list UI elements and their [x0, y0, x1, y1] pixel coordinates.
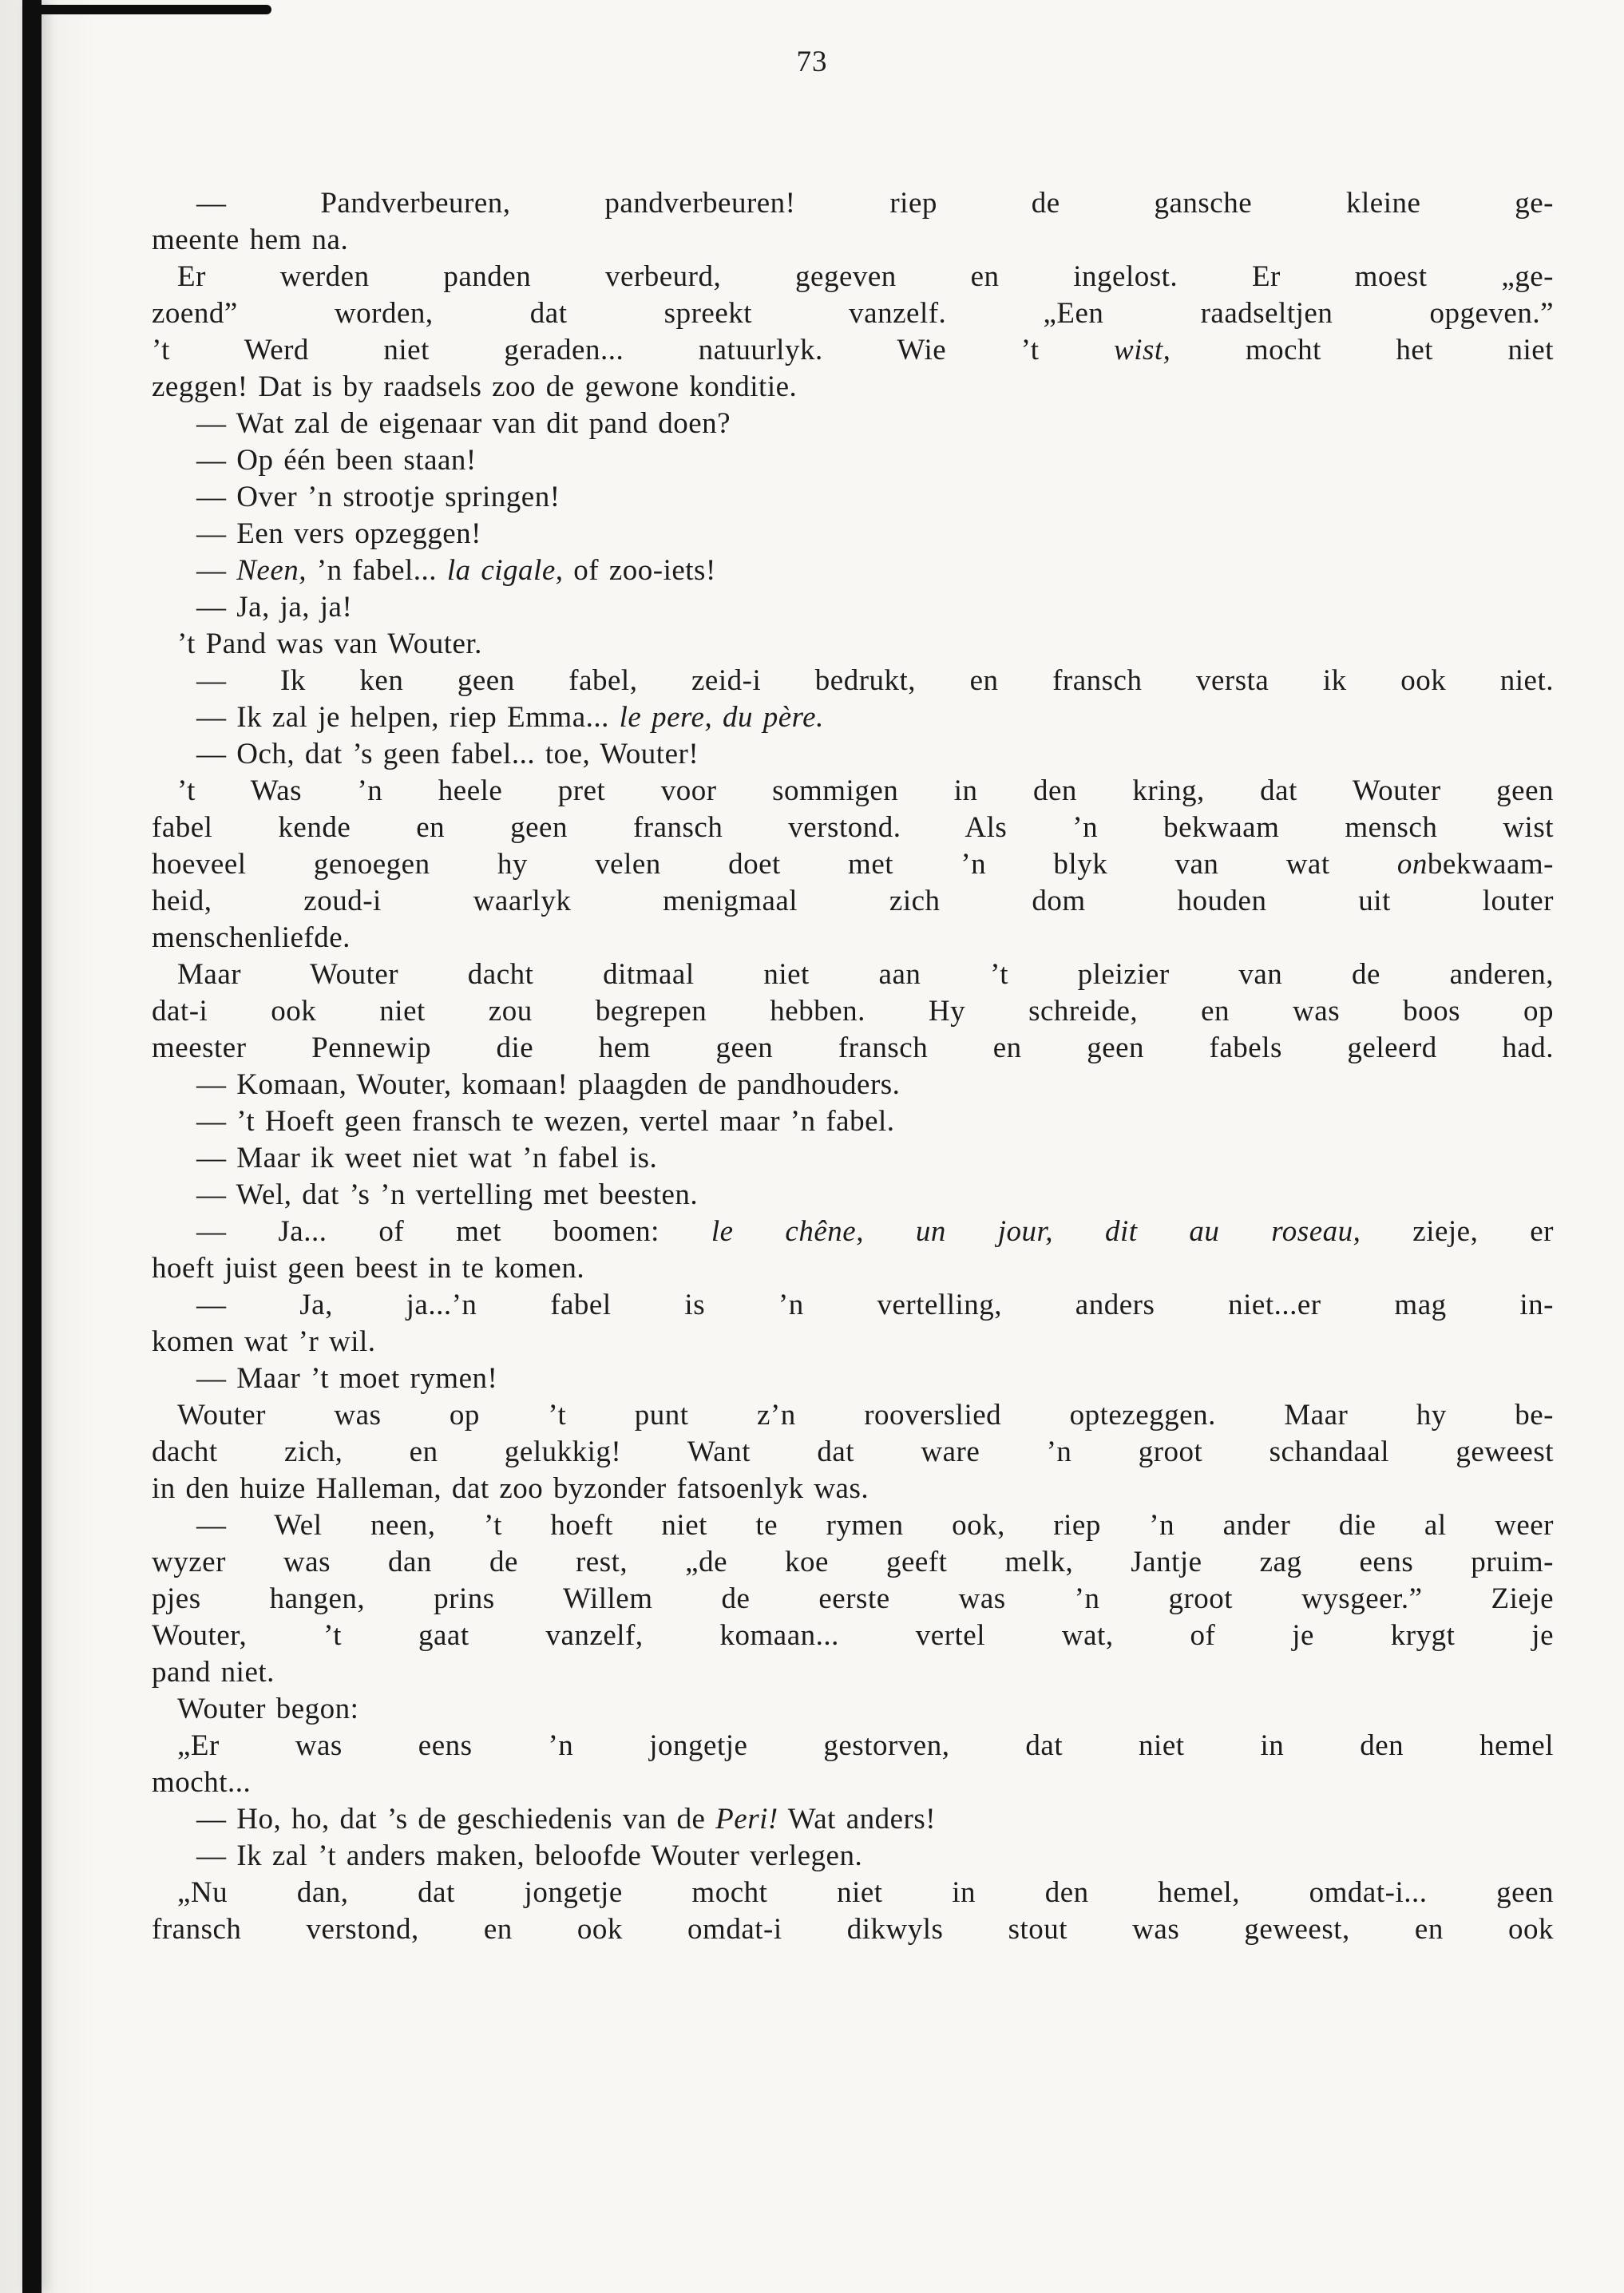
- text-segment: ’t Werd niet geraden... natuurlyk. Wie ’t: [152, 334, 1115, 366]
- text-line: [152, 1764, 1554, 1801]
- text-segment: — Ja, ja...’n fabel is ’n vertelling, anders niet...er mag in-: [196, 1289, 1554, 1321]
- text-segment: pjes hangen, prins Willem de eerste was ’n groot wysgeer.” Zieje: [152, 1582, 1554, 1615]
- paragraph: [152, 589, 1554, 626]
- text-segment: wyzer was dan de rest, „de koe geeft melk, Jantje zag eens pruim-: [152, 1546, 1554, 1578]
- text-line: [152, 1030, 1554, 1067]
- text-segment: hoeft juist geen beest in te komen.: [152, 1252, 585, 1285]
- text-line: [152, 406, 1554, 442]
- text-segment: fransch verstond, en ook omdat-i dikwyls stout was geweest, en ook: [152, 1913, 1554, 1946]
- text-line: [152, 295, 1554, 332]
- text-segment: meente hem na.: [152, 224, 349, 256]
- text-segment: — Och, dat ’s geen fabel... toe, Wouter!: [196, 738, 699, 770]
- paragraph: [152, 956, 1554, 1067]
- text-segment: komen wat ’r wil.: [152, 1325, 376, 1358]
- text-segment: — Op één been staan!: [196, 444, 477, 477]
- scan-edge-top-artifact: [22, 5, 271, 14]
- text-segment: — Wel neen, ’t hoeft niet te rymen ook, riep ’n ander die al weer: [196, 1509, 1554, 1542]
- text-segment: — Ik zal ’t anders maken, beloofde Wouter verlegen.: [196, 1840, 863, 1872]
- paragraph: [152, 1691, 1554, 1728]
- text-line: [152, 810, 1554, 846]
- text-segment: — Maar ’t moet rymen!: [196, 1362, 498, 1395]
- italic-text-segment: le chêne, un jour, dit au roseau,: [711, 1215, 1361, 1248]
- text-line: [152, 185, 1554, 222]
- scan-edge-left-artifact: [22, 0, 42, 2293]
- text-segment: Wouter begon:: [177, 1693, 359, 1725]
- text-line: [152, 1214, 1554, 1250]
- text-line: [152, 736, 1554, 773]
- text-line: [152, 1581, 1554, 1618]
- text-segment: Wouter was op ’t punt z’n rooverslied optezeggen. Maar hy be-: [177, 1399, 1554, 1432]
- text-segment: —: [196, 554, 237, 587]
- text-line: [152, 442, 1554, 479]
- text-segment: — Ja... of met boomen:: [196, 1215, 711, 1248]
- text-segment: menschenliefde.: [152, 921, 351, 954]
- text-segment: meester Pennewip die hem geen fransch en geen fabels geleerd had.: [152, 1032, 1554, 1064]
- text-segment: ’n fabel...: [307, 554, 447, 587]
- paragraph: [152, 185, 1554, 259]
- text-segment: hoeveel genoegen hy velen doet met ’n blyk van wat: [152, 848, 1397, 881]
- paragraph: [152, 259, 1554, 406]
- paragraph: [152, 1397, 1554, 1507]
- text-segment: dacht zich, en gelukkig! Want dat ware ’n groot schandaal geweest: [152, 1436, 1554, 1468]
- paragraph: [152, 773, 1554, 956]
- text-line: [152, 1067, 1554, 1103]
- text-line: [152, 589, 1554, 626]
- text-line: [152, 552, 1554, 589]
- text-line: [152, 332, 1554, 369]
- text-line: [152, 1507, 1554, 1544]
- text-line: [152, 846, 1554, 883]
- paragraph: [152, 1214, 1554, 1287]
- text-segment: — ’t Hoeft geen fransch te wezen, vertel maar ’n fabel.: [196, 1105, 895, 1138]
- paragraph: [152, 699, 1554, 736]
- text-segment: ’t Pand was van Wouter.: [177, 628, 482, 660]
- text-line: [152, 1287, 1554, 1324]
- paragraph: [152, 736, 1554, 773]
- text-segment: — Ik zal je helpen, riep Emma...: [196, 701, 620, 734]
- paragraph: [152, 1875, 1554, 1948]
- text-segment: of zoo-iets!: [563, 554, 716, 587]
- text-line: [152, 1618, 1554, 1654]
- text-segment: — Een vers opzeggen!: [196, 517, 482, 550]
- paragraph: [152, 1103, 1554, 1140]
- text-segment: bekwaam-: [1427, 848, 1554, 881]
- text-segment: — Wel, dat ’s ’n vertelling met beesten.: [196, 1178, 699, 1211]
- text-segment: fabel kende en geen fransch verstond. Als ’n bekwaam mensch wist: [152, 811, 1554, 844]
- text-segment: — Maar ik weet niet wat ’n fabel is.: [196, 1142, 658, 1174]
- text-line: [152, 1838, 1554, 1875]
- text-line: [152, 1250, 1554, 1287]
- text-line: [152, 1654, 1554, 1691]
- text-line: [152, 626, 1554, 663]
- paragraph: [152, 1287, 1554, 1360]
- text-line: [152, 516, 1554, 552]
- page-number: 73: [796, 46, 828, 78]
- paragraph: [152, 442, 1554, 479]
- text-segment: mocht het niet: [1170, 334, 1554, 366]
- paragraph: [152, 1838, 1554, 1875]
- paragraph: [152, 479, 1554, 516]
- text-segment: — Komaan, Wouter, komaan! plaagden de pandhouders.: [196, 1068, 901, 1101]
- text-segment: heid, zoud-i waarlyk menigmaal zich dom houden uit louter: [152, 885, 1554, 917]
- italic-text-segment: on: [1396, 848, 1428, 881]
- text-segment: — Ja, ja, ja!: [196, 591, 353, 624]
- paragraph: [152, 406, 1554, 442]
- text-line: [152, 1324, 1554, 1360]
- text-line: [152, 956, 1554, 993]
- text-line: [152, 699, 1554, 736]
- text-line: [152, 1177, 1554, 1214]
- text-segment: dat-i ook niet zou begrepen hebben. Hy schreide, en was boos op: [152, 995, 1554, 1028]
- text-line: [152, 883, 1554, 920]
- paragraph: [152, 1140, 1554, 1177]
- paragraph: [152, 1728, 1554, 1801]
- text-segment: ’t Was ’n heele pret voor sommigen in den kring, dat Wouter geen: [177, 774, 1554, 807]
- text-segment: Wouter, ’t gaat vanzelf, komaan... vertel wat, of je krygt je: [152, 1619, 1554, 1652]
- text-line: [152, 1103, 1554, 1140]
- text-line: [152, 1397, 1554, 1434]
- text-line: [152, 1471, 1554, 1507]
- text-segment: — Ik ken geen fabel, zeid-i bedrukt, en fransch versta ik ook niet.: [196, 664, 1554, 697]
- text-segment: mocht...: [152, 1766, 252, 1799]
- text-segment: „Nu dan, dat jongetje mocht niet in den hemel, omdat-i... geen: [177, 1876, 1554, 1909]
- text-line: [152, 920, 1554, 956]
- paragraph: [152, 1801, 1554, 1838]
- text-line: [152, 1801, 1554, 1838]
- italic-text-segment: le pere, du père.: [619, 701, 824, 734]
- text-segment: zeggen! Dat is by raadsels zoo de gewone konditie.: [152, 370, 798, 403]
- text-segment: — Pandverbeuren, pandverbeuren! riep de gansche kleine ge-: [196, 187, 1554, 220]
- text-line: [152, 1140, 1554, 1177]
- text-segment: „Er was eens ’n jongetje gestorven, dat niet in den hemel: [177, 1729, 1554, 1762]
- text-line: [152, 222, 1554, 259]
- text-segment: zoend” worden, dat spreekt vanzelf. „Een raadseltjen opgeven.”: [152, 297, 1554, 330]
- paragraph: [152, 626, 1554, 663]
- text-segment: — Over ’n strootje springen!: [196, 481, 560, 513]
- text-segment: pand niet.: [152, 1656, 275, 1689]
- italic-text-segment: la cigale,: [446, 554, 564, 587]
- text-line: [152, 259, 1554, 295]
- text-line: [152, 1691, 1554, 1728]
- italic-text-segment: wist,: [1114, 334, 1171, 366]
- text-segment: Maar Wouter dacht ditmaal niet aan ’t pleizier van de anderen,: [177, 958, 1554, 991]
- text-segment: Wat anders!: [778, 1803, 937, 1836]
- paragraph: [152, 663, 1554, 699]
- paragraph: [152, 552, 1554, 589]
- paragraph: [152, 1177, 1554, 1214]
- text-line: [152, 773, 1554, 810]
- text-segment: zieje, er: [1361, 1215, 1554, 1248]
- text-line: [152, 369, 1554, 406]
- text-segment: — Wat zal de eigenaar van dit pand doen?: [196, 407, 731, 440]
- text-line: [152, 663, 1554, 699]
- paragraph: [152, 516, 1554, 552]
- text-line: [152, 1360, 1554, 1397]
- text-line: [152, 1544, 1554, 1581]
- text-line: [152, 993, 1554, 1030]
- text-line: [152, 1434, 1554, 1471]
- text-line: [152, 1728, 1554, 1764]
- page-text: [152, 185, 1554, 1948]
- text-segment: Er werden panden verbeurd, gegeven en ingelost. Er moest „ge-: [177, 260, 1554, 293]
- text-segment: in den huize Halleman, dat zoo byzonder fatsoenlyk was.: [152, 1472, 869, 1505]
- text-line: [152, 1875, 1554, 1911]
- italic-text-segment: Neen,: [236, 554, 307, 587]
- text-line: [152, 479, 1554, 516]
- paragraph: [152, 1507, 1554, 1691]
- paragraph: [152, 1067, 1554, 1103]
- text-line: [152, 1911, 1554, 1948]
- paragraph: [152, 1360, 1554, 1397]
- italic-text-segment: Peri!: [715, 1803, 778, 1836]
- text-segment: — Ho, ho, dat ’s de geschiedenis van de: [196, 1803, 716, 1836]
